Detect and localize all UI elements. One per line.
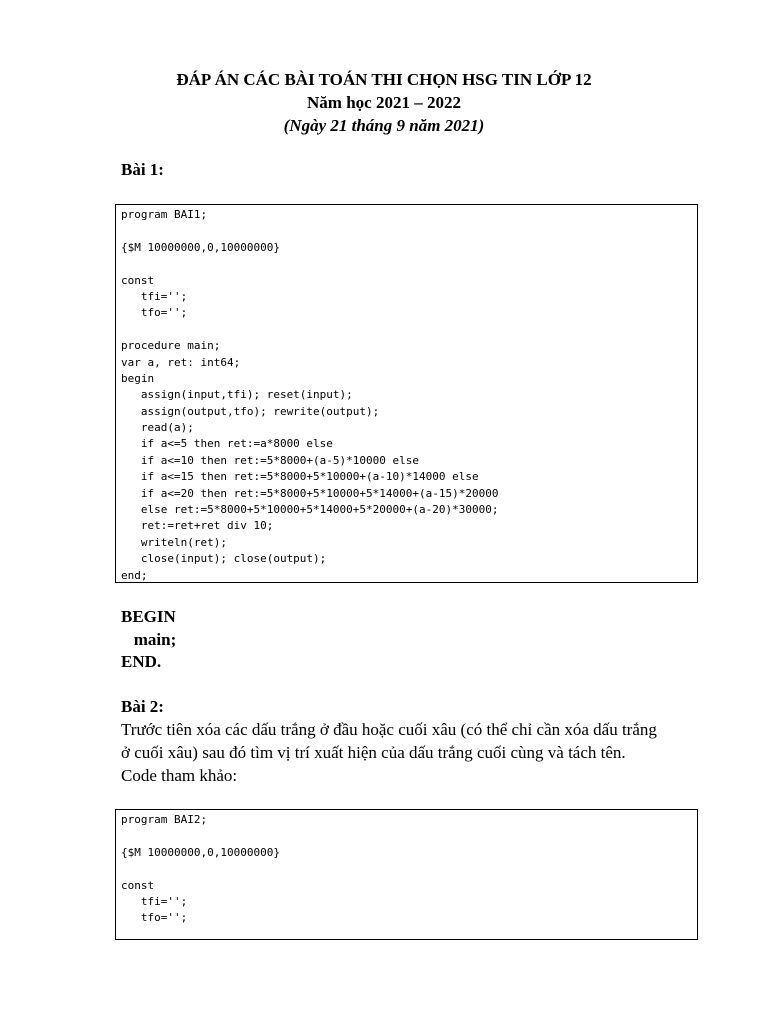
code-line: if a<=5 then ret:=a*8000 else bbox=[121, 437, 333, 451]
code-line: assign(output,tfo); rewrite(output); bbox=[121, 404, 380, 418]
code-line: else ret:=5*8000+5*10000+5*14000+5*20000+(a-20)*30000; bbox=[121, 503, 499, 517]
code-line: tfi=''; bbox=[121, 289, 188, 303]
description-line: Code tham khảo: bbox=[121, 766, 238, 785]
code-line: close(input); close(output); bbox=[121, 552, 327, 566]
code-line: if a<=20 then ret:=5*8000+5*10000+5*14000+(a-15)*20000 bbox=[121, 486, 499, 500]
code-line: assign(input,tfi); reset(input); bbox=[121, 388, 353, 402]
code-line: {$M 10000000,0,10000000} bbox=[121, 845, 280, 859]
document-title: ĐÁP ÁN CÁC BÀI TOÁN THI CHỌN HSG TIN LỚP 12 bbox=[176, 70, 592, 89]
code-line: writeln(ret); bbox=[121, 535, 227, 549]
program-line: END. bbox=[121, 652, 162, 671]
school-year: Năm học 2021 – 2022 bbox=[307, 93, 461, 112]
code-line: tfo=''; bbox=[121, 306, 188, 320]
code-line bbox=[121, 828, 697, 844]
code-line bbox=[121, 861, 697, 877]
code-block-bai1 bbox=[115, 204, 698, 583]
code-line: read(a); bbox=[121, 421, 194, 435]
program-line: main; bbox=[121, 629, 177, 649]
code-line bbox=[121, 322, 697, 338]
description-line: Trước tiên xóa các dấu trắng ở đầu hoặc cuối xâu (có thể chỉ cần xóa dấu trắng bbox=[121, 720, 657, 739]
code-line bbox=[121, 223, 697, 239]
code-line: end; bbox=[121, 568, 148, 582]
code-line: tfi=''; bbox=[121, 894, 188, 908]
exam-date: (Ngày 21 tháng 9 năm 2021) bbox=[283, 116, 485, 135]
section-2-description bbox=[121, 718, 706, 787]
code-line: {$M 10000000,0,10000000} bbox=[121, 240, 280, 254]
code-line: begin bbox=[121, 371, 155, 385]
section-1-title: Bài 1: bbox=[121, 160, 164, 179]
code-line: if a<=15 then ret:=5*8000+5*10000+(a-10)*14000 else bbox=[121, 470, 479, 484]
code-block-bai2 bbox=[115, 809, 698, 940]
main-program-block bbox=[121, 606, 176, 674]
code-line: if a<=10 then ret:=5*8000+(a-5)*10000 else bbox=[121, 453, 420, 467]
description-line: ở cuối xâu) sau đó tìm vị trí xuất hiện của dấu trắng cuối cùng và tách tên. bbox=[121, 743, 626, 762]
code-line: const bbox=[121, 273, 155, 287]
code-line: procedure main; bbox=[121, 339, 221, 353]
code-line bbox=[121, 256, 697, 272]
code-line: program BAI1; bbox=[121, 208, 208, 221]
code-line: const bbox=[121, 878, 155, 892]
program-line: BEGIN bbox=[121, 607, 176, 626]
document-header bbox=[0, 68, 768, 137]
code-line: var a, ret: int64; bbox=[121, 355, 241, 369]
code-line: ret:=ret+ret div 10; bbox=[121, 519, 274, 533]
code-line: program BAI2; bbox=[121, 813, 208, 826]
code-line: tfo=''; bbox=[121, 911, 188, 925]
section-2-title: Bài 2: bbox=[121, 697, 164, 716]
